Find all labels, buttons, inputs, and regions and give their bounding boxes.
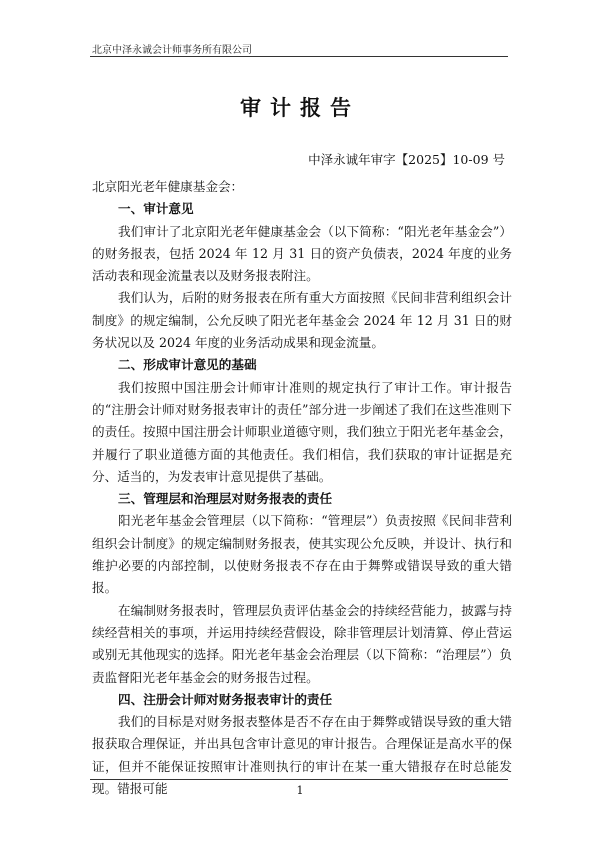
- header-divider: [90, 56, 508, 57]
- paragraph: 我们审计了北京阳光老年健康基金会（以下简称：“阳光老年基金会”）的财务报表，包括 2024 年 12 月 31 日的资产负债表，2024 年度的业务活动表和现金流量表以及财务报表附注。: [92, 223, 512, 284]
- section-heading-management-responsibility: 三、管理层和治理层对财务报表的责任: [118, 491, 333, 507]
- section-heading-auditor-responsibility: 四、注册会计师对财务报表审计的责任: [118, 691, 333, 707]
- firm-name-header: 北京中泽永诚会计师事务所有限公司: [92, 45, 252, 56]
- report-body: [92, 176, 512, 800]
- reference-number: 中泽永诚年审字【2025】10-09 号: [308, 152, 505, 167]
- document-title: 审计报告: [240, 95, 360, 120]
- addressee: 北京阳光老年健康基金会：: [92, 179, 244, 194]
- paragraph: 阳光老年基金会管理层（以下简称：“管理层”）负责按照《民间非营利组织会计制度》的规定编制财务报表，使其实现公允反映，并设计、执行和维护必要的内部控制，以使财务报表不存在由于舞弊或错误导致的重大错报。: [92, 513, 512, 596]
- paragraph: 我们认为，后附的财务报表在所有重大方面按照《民间非营利组织会计制度》的规定编制，公允反映了阳光老年基金会 2024 年 12 月 31 日的财务状况以及 2024 年度的业务活动成果和现金流量。: [92, 290, 512, 351]
- section-heading-basis-for-opinion: 二、形成审计意见的基础: [118, 357, 257, 373]
- paragraph: 我们的目标是对财务报表整体是否不存在由于舞弊或错误导致的重大错报获取合理保证，并出具包含审计意见的审计报告。合理保证是高水平的保证，但并不能保证按照审计准则执行的审计在某一重大错报存在时总能发现。错报可能: [92, 714, 512, 797]
- page-number: 1: [296, 784, 304, 797]
- paragraph: 我们按照中国注册会计师审计准则的规定执行了审计工作。审计报告的“注册会计师对财务报表审计的责任”部分进一步阐述了我们在这些准则下的责任。按照中国注册会计师职业道德守则，我们独立于阳光老年基金会，并履行了职业道德方面的其他责任。我们相信，我们获取的审计证据是充分、适当的，为发表审计意见提供了基础。: [92, 379, 512, 484]
- footer-divider: [90, 779, 508, 780]
- section-heading-audit-opinion: 一、审计意见: [118, 201, 194, 217]
- paragraph: 在编制财务报表时，管理层负责评估基金会的持续经营能力，披露与持续经营相关的事项，并运用持续经营假设，除非管理层计划清算、停止营运或别无其他现实的选择。阳光老年基金会治理层（以下简称：“治理层”）负责监督阳光老年基金会的财务报告过程。: [92, 602, 512, 685]
